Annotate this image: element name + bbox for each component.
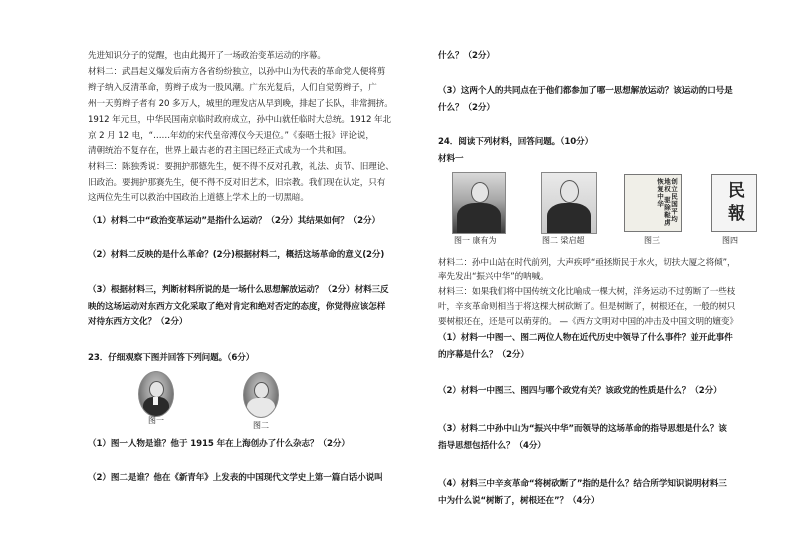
figure-caption: 图二 — [253, 421, 269, 430]
question-24-2: （2）材料一中图三、图四与哪个政党有关？该政党的性质是什么？（2分） — [438, 386, 722, 396]
text-line: 对待东西方文化？（2分） — [88, 317, 188, 327]
photo-kang-youwei — [452, 172, 506, 234]
text-line: 要树根还在，还是可以萌芽的。 —《西方文明对中国的冲击及中国文明的嬗变》 — [438, 317, 738, 327]
question-23-heading: 23．仔细观察下图并回答下列问题。（6分） — [88, 353, 255, 363]
photo-liang-qichao — [541, 172, 597, 234]
portrait-photo-2 — [243, 372, 279, 418]
text-line: 叶，辛亥革命则相当于将这棵大树砍断了。但是树断了，树根还在，一般的树只 — [438, 302, 736, 312]
question-23-2: （2）图二是谁？他在《新青年》上发表的中国现代文学史上第一篇白话小说叫 — [88, 473, 383, 483]
portrait-photo-1 — [138, 371, 174, 417]
text-line: 映的这场运动对东西方文化采取了绝对肯定和绝对否定的态度，你觉得应该怎样 — [88, 302, 386, 312]
banner-slogan — [624, 174, 682, 232]
min-bao-cover — [711, 174, 757, 232]
text-line: 材料三：如果我们将中国传统文化比喻成一棵大树，洋务运动不过剪断了一些枝 — [438, 287, 736, 297]
question-3: （3）根据材料三，判断材料所说的是一场什么思想解放运动？（2分）材料三反 — [88, 285, 389, 295]
question-2: （2）材料二反映的是什么革命？(2分)根据材料二，概括这场革命的意义(2分) — [88, 250, 385, 260]
min-bao-title: 民 報 — [724, 181, 744, 221]
figure-caption: 图一 — [148, 416, 164, 425]
text-line: 清朝统治不复存在，世界上最古老的君主国已经正式成为一个共和国。 — [88, 146, 352, 156]
question-3-right: （3）这两个人的共同点在于他们都参加了哪一思想解放运动？该运动的口号是 — [438, 86, 733, 96]
text-line: 州一天剪辫子者有 20 多万人，城里的理发店从早到晚，排起了长队，非常拥挤。 — [88, 99, 393, 109]
text-line: 指导思想包括什么？（4分） — [438, 441, 546, 451]
question-24-1: （1）材料一中图一、图二两位人物在近代历史中领导了什么事件？並开此事件 — [438, 333, 733, 343]
text-line: 先进知识分子的觉醒，也由此揭开了一场政治变革运动的序幕。 — [88, 51, 326, 61]
question-1: （1）材料二中“政治变革运动”是指什么运动？（2分）其结果如何？（2分） — [88, 216, 381, 226]
text-line: 率先发出“振兴中华”的呐喊。 — [438, 272, 549, 282]
text-line: 材料三：陈独秀说：要拥护那德先生，便不得不反对孔教，礼法、贞节、旧理论、 — [88, 162, 394, 172]
question-24-4: （4）材料三中辛亥革命“将树砍断了”指的是什么？结合所学知识说明材料三 — [438, 479, 727, 489]
text-line: 材料二：孙中山站在时代前列，大声疾呼“亟拯斯民于水火，切扶大厦之将倾”， — [438, 258, 736, 268]
text-line: 辫子纳入反清革命，剪辫子成为一股风潮。广东光复后，人们自觉剪辫子，广 — [88, 83, 377, 93]
text-line: 材料二：武昌起义爆发后南方各省纷纷独立，以孙中山为代表的革命党人便将剪 — [88, 67, 386, 77]
question-23-1: （1）图一人物是谁？他于 1915 年在上海创办了什么杂志？（2分） — [88, 439, 350, 449]
question-24-heading: 24．阅读下列材料，回答问题。（10分） — [438, 137, 594, 147]
banner-text: 创立民国平均地权 驱除鞑虏恢复中华 — [656, 178, 678, 227]
material-1-label: 材料一 — [438, 154, 464, 164]
text-line: 京 2 月 12 电，“……年幼的宋代皇帝溥仪今天退位。”《泰晤士报》评论说， — [88, 131, 374, 141]
figure-caption: 图二 梁启超 — [542, 236, 585, 245]
text-line: 什么？（2分） — [438, 51, 495, 61]
text-line: 这两位先生可以救治中国政治上道德上学术上的一切黑暗。 — [88, 193, 309, 203]
text-line: 中为什么说“树断了，树根还在”？（4分） — [438, 496, 600, 506]
text-line: 的序幕是什么？（2分） — [438, 350, 529, 360]
text-line: 旧政治。要拥护那赛先生，便不得不反对旧艺术，旧宗教。我们现在认定，只有 — [88, 178, 386, 188]
text-line: 什么？（2分） — [438, 103, 495, 113]
figure-caption: 图四 — [722, 236, 738, 245]
figure-caption: 图三 — [644, 236, 660, 245]
text-line: 1912 年元旦，中华民国南京临时政府成立，孙中山就任临时大总统。1912 年北 — [88, 115, 392, 125]
figure-caption: 图一 康有为 — [454, 236, 497, 245]
question-24-3: （3）材料二中孙中山为“振兴中华”而领导的这场革命的指导思想是什么？该 — [438, 424, 727, 434]
